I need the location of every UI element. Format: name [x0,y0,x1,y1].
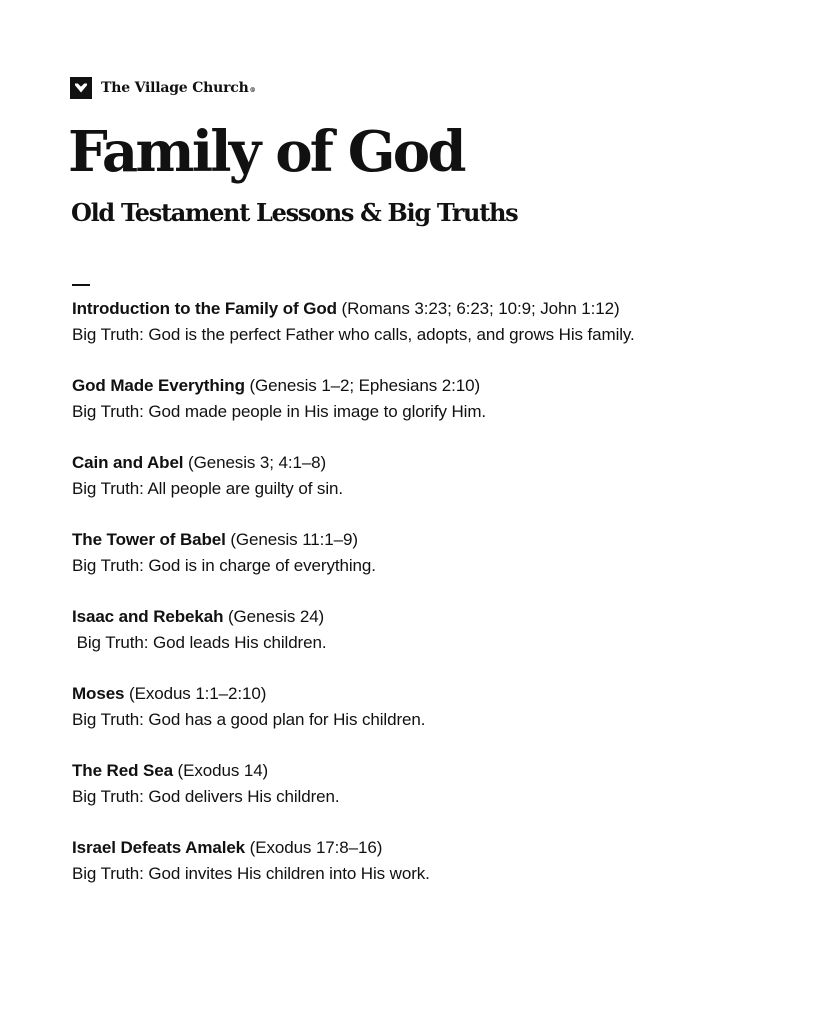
lesson-big-truth: Big Truth: God is in charge of everything. [72,556,376,575]
lesson-heading [72,681,772,707]
lesson-reference: (Exodus 14) [172,761,269,780]
lesson-reference: (Exodus 17:8–16) [245,838,383,857]
lesson-reference: (Genesis 1–2; Ephesians 2:10) [244,376,481,395]
lesson-heading [72,373,772,399]
lesson-item [72,835,772,912]
lesson-heading [72,450,772,476]
lesson-heading [72,835,772,861]
brand [70,77,255,99]
lesson-item [72,527,772,604]
lesson-heading [72,296,772,322]
lesson-item [72,296,772,373]
lesson-reference: (Genesis 3; 4:1–8) [183,453,327,472]
lesson-title: The Red Sea [72,761,173,780]
page-title: Family of God [68,119,464,185]
lesson-item [72,450,772,527]
lesson-heading [72,527,772,553]
lesson-reference: (Exodus 1:1–2:10) [124,684,267,703]
section-divider [72,284,90,286]
lesson-reference: (Genesis 24) [223,607,325,626]
lesson-big-truth: Big Truth: All people are guilty of sin. [72,479,343,498]
lesson-heading [72,604,772,630]
lesson-reference: (Genesis 11:1–9) [225,530,358,549]
lesson-title: Introduction to the Family of God [72,299,337,318]
lesson-big-truth: Big Truth: God delivers His children. [72,787,340,806]
lesson-list [72,296,772,912]
lesson-title: Moses [72,684,125,703]
lesson-item [72,758,772,835]
page-subtitle: Old Testament Lessons & Big Truths [71,198,518,227]
lesson-title: Isaac and Rebekah [72,607,224,626]
lesson-item [72,681,772,758]
brand-name: The Village Church® [101,80,256,96]
lesson-big-truth: Big Truth: God leads His children. [72,633,327,652]
lesson-big-truth: Big Truth: God invites His children into His work. [72,864,430,883]
lesson-heading [72,758,772,784]
lesson-reference: (Romans 3:23; 6:23; 10:9; John 1:12) [336,299,620,318]
lesson-item [72,373,772,450]
heart-logo-icon [70,77,92,99]
lesson-title: The Tower of Babel [72,530,226,549]
lesson-title: Cain and Abel [72,453,184,472]
lesson-big-truth: Big Truth: God has a good plan for His children. [72,710,426,729]
lesson-title: Israel Defeats Amalek [72,838,246,857]
lesson-title: God Made Everything [72,376,245,395]
lesson-item [72,604,772,681]
lesson-big-truth: Big Truth: God made people in His image to glorify Him. [72,402,487,421]
registered-mark: ® [249,87,256,94]
lesson-big-truth: Big Truth: God is the perfect Father who calls, adopts, and grows His family. [72,325,635,344]
